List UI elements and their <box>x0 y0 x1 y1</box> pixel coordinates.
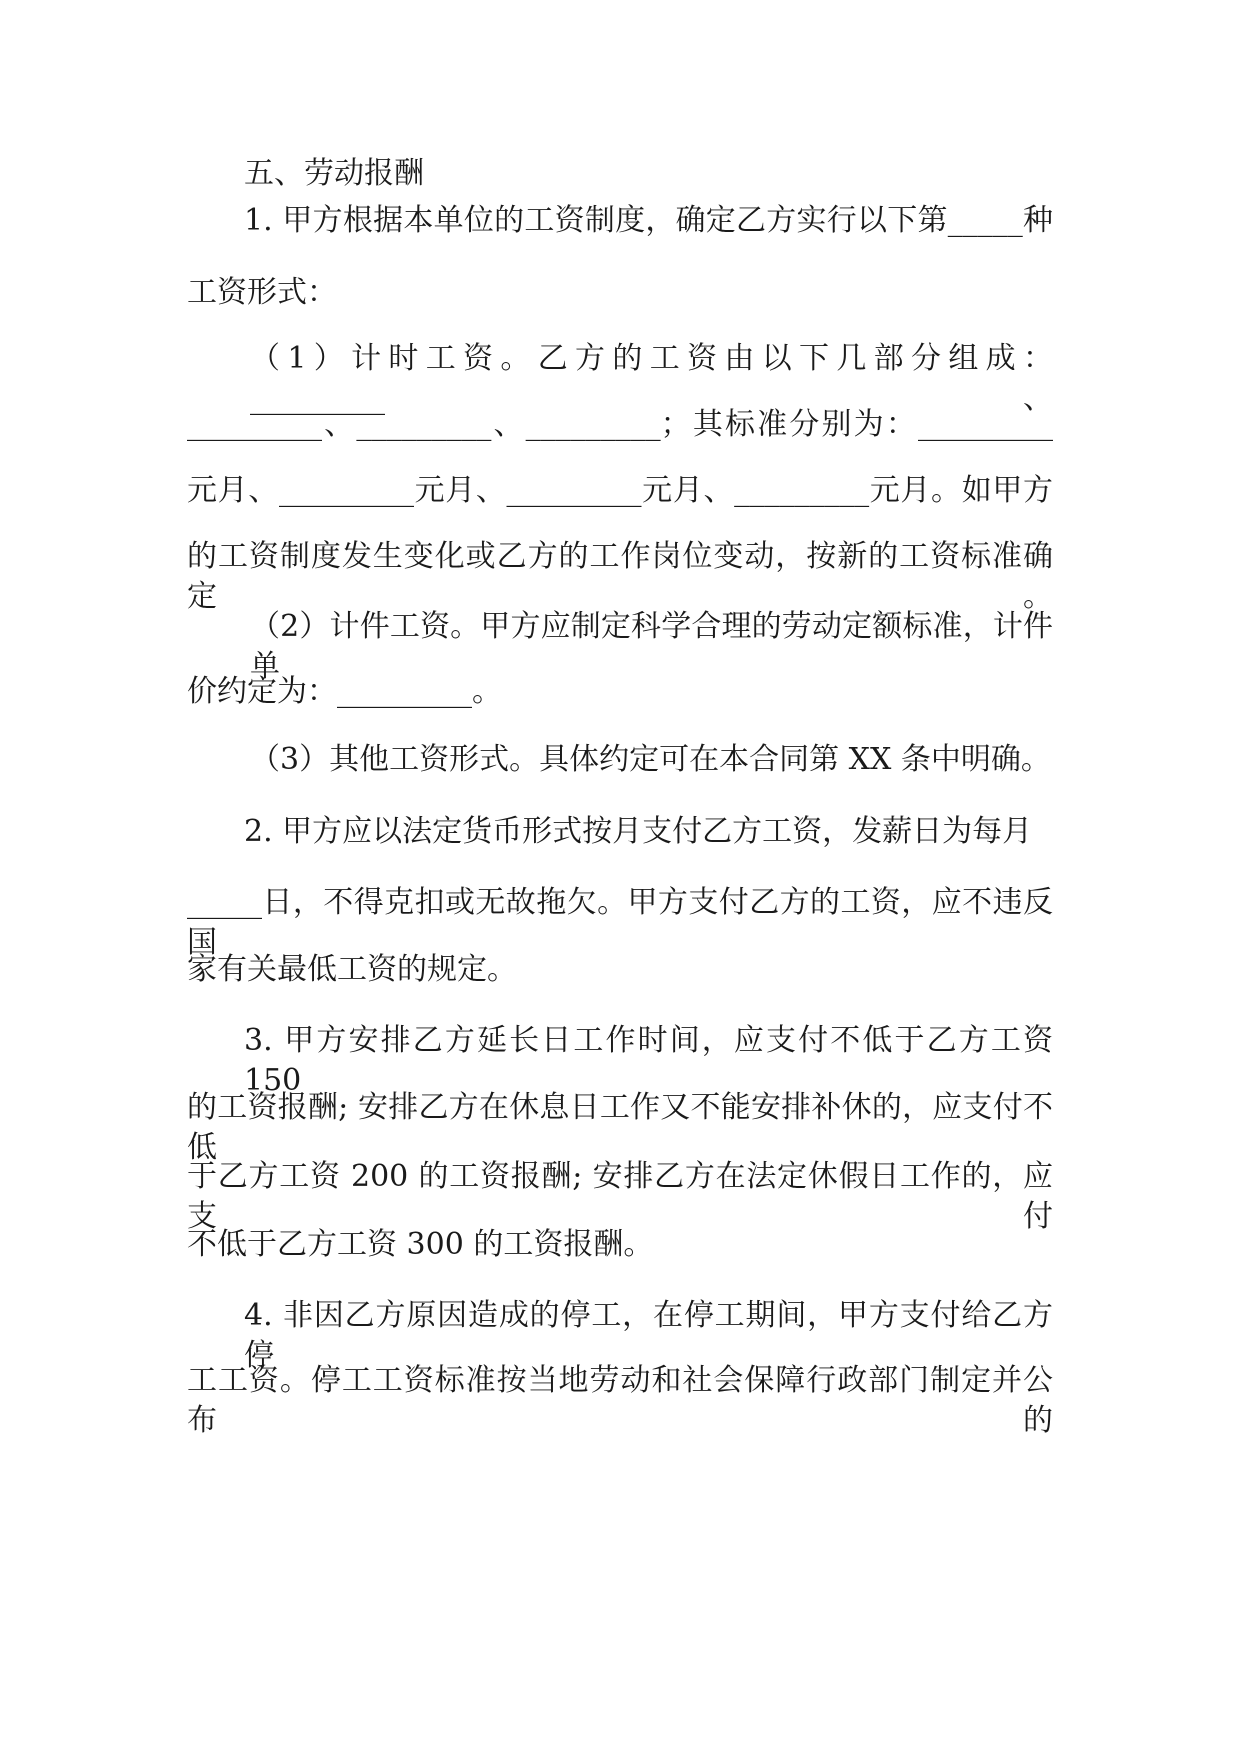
paragraph-line: 工工资。停工工资标准按当地劳动和社会保障行政部门制定并公布的 <box>187 1363 1053 1438</box>
paragraph-line: _________、_________、_________；其标准分别为：_________ <box>187 407 1053 442</box>
paragraph-line: 价约定为：_________。 <box>187 674 502 709</box>
paragraph-line: （2）计件工资。甲方应制定科学合理的劳动定额标准，计件单 <box>250 609 1053 684</box>
paragraph-line: 的工资制度发生变化或乙方的工作岗位变动，按新的工资标准确定。 <box>187 539 1053 614</box>
paragraph-line: 2. 甲方应以法定货币形式按月支付乙方工资，发薪日为每月 <box>244 814 1033 849</box>
paragraph-line: 的工资报酬; 安排乙方在休息日工作又不能安排补休的，应支付不低 <box>187 1090 1053 1165</box>
section-heading: 五、劳动报酬 <box>244 156 424 191</box>
paragraph-line: 4. 非因乙方原因造成的停工，在停工期间，甲方支付给乙方停 <box>244 1298 1053 1373</box>
paragraph-line: 3. 甲方安排乙方延长日工作时间，应支付不低于乙方工资 150 <box>244 1023 1053 1098</box>
paragraph-line: 工资形式： <box>187 275 337 310</box>
paragraph-line: _____日，不得克扣或无故拖欠。甲方支付乙方的工资，应不违反国 <box>187 885 1053 960</box>
paragraph-line: （3）其他工资形式。具体约定可在本合同第 XX 条中明确。 <box>250 742 1051 777</box>
paragraph-line: 家有关最低工资的规定。 <box>187 952 517 987</box>
paragraph-line: 不低于乙方工资 300 的工资报酬。 <box>187 1227 654 1262</box>
paragraph-line: 1. 甲方根据本单位的工资制度，确定乙方实行以下第_____种 <box>244 203 1053 238</box>
paragraph-line: （1）计时工资。乙方的工资由以下几部分组成：_________、 <box>250 341 1053 416</box>
paragraph-line: 元月、_________元月、_________元月、_________元月。如甲方 <box>187 473 1053 508</box>
paragraph-line: 于乙方工资 200 的工资报酬; 安排乙方在法定休假日工作的，应支付 <box>187 1159 1053 1234</box>
